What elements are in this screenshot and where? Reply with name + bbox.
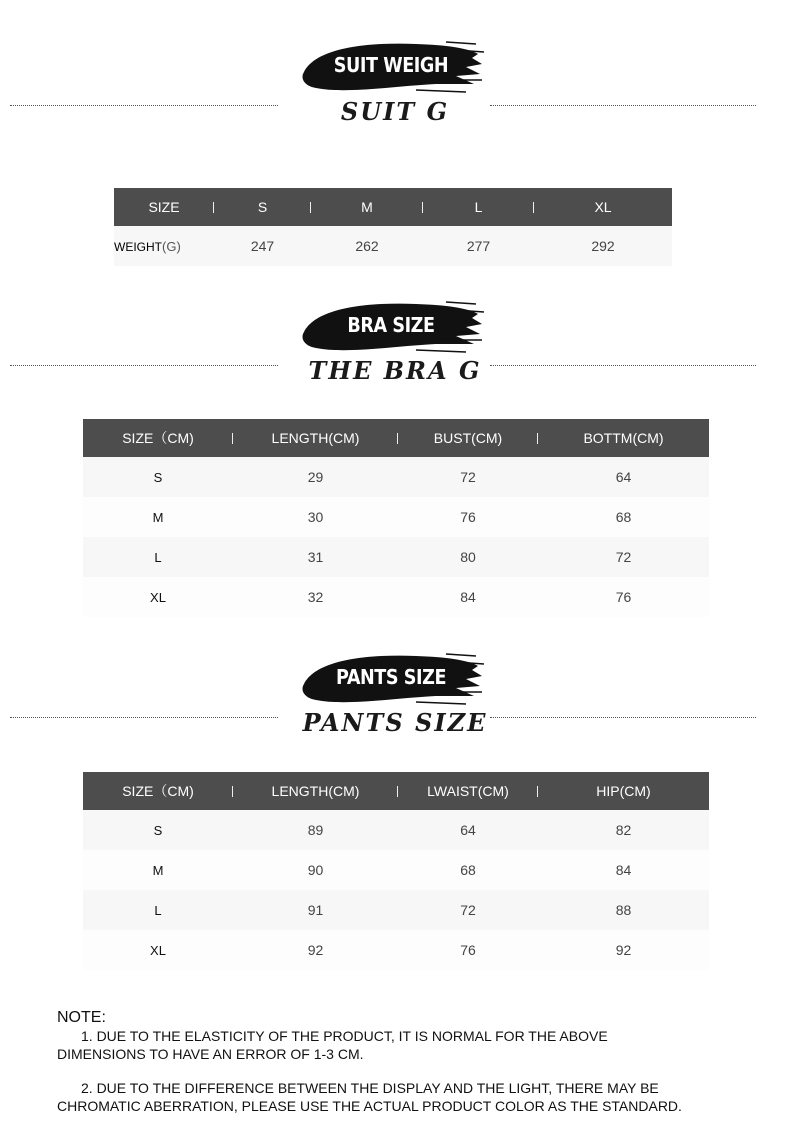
table-header-cell: BOTTM(CM) xyxy=(538,419,709,457)
pants-section-header xyxy=(0,642,790,752)
table-header-cell: LENGTH(CM) xyxy=(233,419,398,457)
table-cell: 80 xyxy=(398,537,538,577)
table-cell: 68 xyxy=(398,850,538,890)
pants-table xyxy=(83,772,709,970)
table-cell: 90 xyxy=(233,850,398,890)
bra-subtitle: THE BRA G xyxy=(308,356,482,385)
weight-row-label xyxy=(114,226,214,266)
table-cell: 92 xyxy=(233,930,398,970)
bra-title: BRA SIZE xyxy=(347,313,435,337)
pants-title: PANTS SIZE xyxy=(335,665,447,689)
suit-title: SUIT WEIGH xyxy=(333,53,449,77)
table-cell: 76 xyxy=(538,577,709,617)
table-header-cell: S xyxy=(214,188,311,226)
table-header-cell: LWAIST(CM) xyxy=(398,772,538,810)
note-line: CHROMATIC ABERRATION, PLEASE USE THE ACTUAL PRODUCT COLOR AS THE STANDARD. xyxy=(57,1098,682,1114)
table-cell: 247 xyxy=(214,226,311,266)
table-header-cell: SIZE（CM) xyxy=(83,419,233,457)
table-header-cell: SIZE（CM) xyxy=(83,772,233,810)
note-line: 1. DUE TO THE ELASTICITY OF THE PRODUCT, IT IS NORMAL FOR THE ABOVE xyxy=(81,1028,608,1044)
table-cell: 89 xyxy=(233,810,398,850)
note-line: DIMENSIONS TO HAVE AN ERROR OF 1-3 CM. xyxy=(57,1046,364,1062)
note-line: 2. DUE TO THE DIFFERENCE BETWEEN THE DISPLAY AND THE LIGHT, THERE MAY BE xyxy=(81,1080,659,1096)
table-row xyxy=(83,810,709,850)
table-row xyxy=(83,890,709,930)
pants-table-header xyxy=(83,772,709,810)
table-header-cell: M xyxy=(311,188,423,226)
table-header-cell: LENGTH(CM) xyxy=(233,772,398,810)
table-cell: XL xyxy=(83,930,233,970)
note-block xyxy=(57,1009,777,1115)
table-cell: S xyxy=(83,457,233,497)
table-cell: 84 xyxy=(398,577,538,617)
table-cell: 84 xyxy=(538,850,709,890)
table-row xyxy=(114,226,672,266)
table-cell: M xyxy=(83,850,233,890)
table-cell: 262 xyxy=(311,226,423,266)
table-header-cell: BUST(CM) xyxy=(398,419,538,457)
table-cell: 72 xyxy=(398,890,538,930)
table-cell: 292 xyxy=(534,226,672,266)
table-header-cell: HIP(CM) xyxy=(538,772,709,810)
bra-table xyxy=(83,419,709,617)
table-header-cell: SIZE xyxy=(114,188,214,226)
table-cell: 32 xyxy=(233,577,398,617)
table-cell: XL xyxy=(83,577,233,617)
divider-left xyxy=(10,717,278,718)
table-header-cell: L xyxy=(423,188,534,226)
table-cell: 92 xyxy=(538,930,709,970)
table-cell: 72 xyxy=(398,457,538,497)
table-cell: 31 xyxy=(233,537,398,577)
table-row xyxy=(83,930,709,970)
table-cell: 64 xyxy=(538,457,709,497)
table-cell: 30 xyxy=(233,497,398,537)
table-cell: 277 xyxy=(423,226,534,266)
table-cell: 68 xyxy=(538,497,709,537)
weight-table-header xyxy=(114,188,672,226)
table-cell: 29 xyxy=(233,457,398,497)
table-row xyxy=(83,457,709,497)
divider-left xyxy=(10,365,278,366)
table-cell: 88 xyxy=(538,890,709,930)
weight-table xyxy=(114,188,672,266)
table-cell: 72 xyxy=(538,537,709,577)
table-cell: 76 xyxy=(398,930,538,970)
weight-unit: (G) xyxy=(162,238,181,254)
pants-subtitle: PANTS SIZE xyxy=(302,708,488,737)
table-cell: 91 xyxy=(233,890,398,930)
divider-left xyxy=(10,105,278,106)
table-cell: M xyxy=(83,497,233,537)
bra-table-header xyxy=(83,419,709,457)
note-title: NOTE: xyxy=(57,1009,106,1026)
suit-section-header xyxy=(0,30,790,140)
suit-subtitle: SUIT G xyxy=(340,97,450,126)
table-header-cell: XL xyxy=(534,188,672,226)
table-cell: S xyxy=(83,810,233,850)
table-cell: L xyxy=(83,890,233,930)
table-cell: 64 xyxy=(398,810,538,850)
table-row xyxy=(83,577,709,617)
weight-label: WEIGHT xyxy=(114,239,162,254)
bra-section-header xyxy=(0,290,790,400)
table-cell: 82 xyxy=(538,810,709,850)
table-row xyxy=(83,850,709,890)
table-cell: 76 xyxy=(398,497,538,537)
table-row xyxy=(83,497,709,537)
table-cell: L xyxy=(83,537,233,577)
table-row xyxy=(83,537,709,577)
